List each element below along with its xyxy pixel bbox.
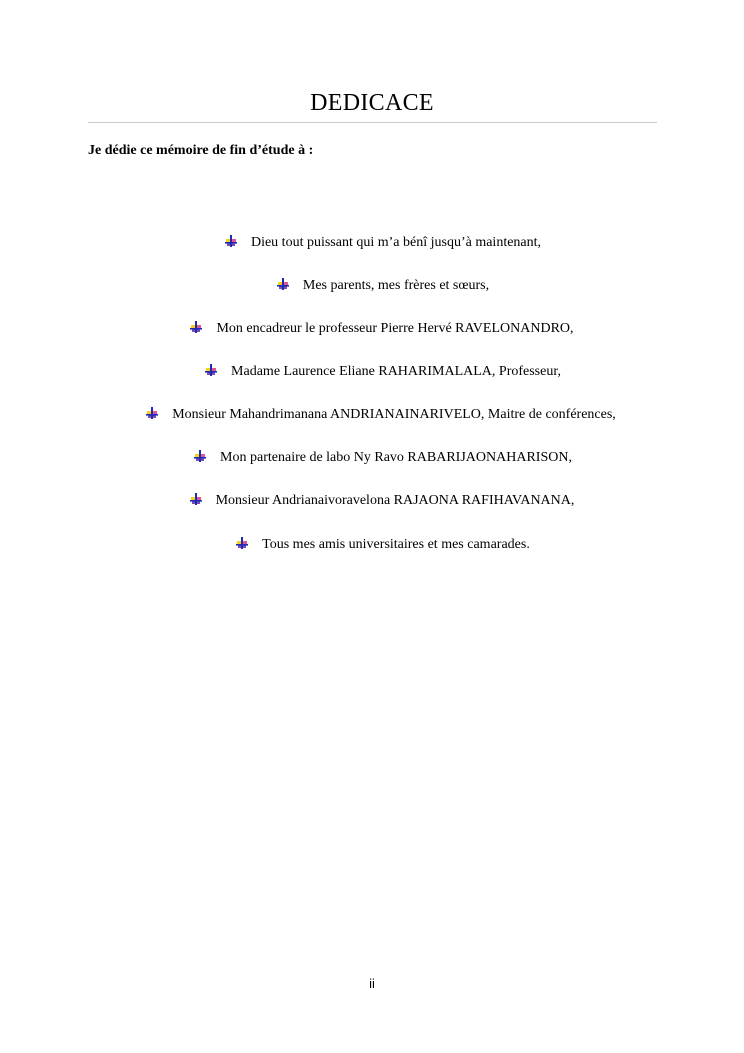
plus-cross-bullet-icon [194, 450, 206, 462]
page-title: DEDICACE [310, 90, 434, 116]
title-underline-divider [88, 122, 657, 123]
dedication-item [0, 449, 744, 467]
plus-cross-bullet-icon [190, 321, 202, 333]
dedication-text: Monsieur Mahandrimanana ANDRIANAINARIVELO, Maitre de conférences, [172, 407, 616, 422]
dedication-intro: Je dédie ce mémoire de fin d’étude à : [88, 143, 314, 158]
plus-cross-bullet-icon [190, 493, 202, 505]
dedication-text: Tous mes amis universitaires et mes camarades. [262, 537, 530, 552]
dedication-item [0, 320, 744, 338]
dedication-item [0, 536, 744, 554]
dedication-text: Madame Laurence Eliane RAHARIMALALA, Professeur, [231, 364, 561, 379]
plus-cross-bullet-icon [146, 407, 158, 419]
dedication-item [0, 234, 744, 252]
dedication-text: Mes parents, mes frères et sœurs, [302, 278, 490, 293]
dedication-text: Monsieur Andrianaivoravelona RAJAONA RAFIHAVANANA, [215, 493, 575, 508]
plus-cross-bullet-icon [225, 235, 237, 247]
plus-cross-bullet-icon [277, 278, 289, 290]
plus-cross-bullet-icon [236, 537, 248, 549]
dedication-text: Mon encadreur le professeur Pierre Hervé RAVELONANDRO, [216, 321, 574, 336]
dedication-text: Dieu tout puissant qui m’a bénî jusqu’à maintenant, [250, 235, 542, 250]
dedication-text: Mon partenaire de labo Ny Ravo RABARIJAONAHARISON, [220, 450, 572, 465]
dedication-item [0, 277, 744, 295]
page-number: ii [369, 976, 375, 991]
plus-cross-bullet-icon [205, 364, 217, 376]
dedication-item [0, 363, 744, 381]
dedication-item [0, 406, 744, 424]
dedication-item [0, 492, 744, 510]
